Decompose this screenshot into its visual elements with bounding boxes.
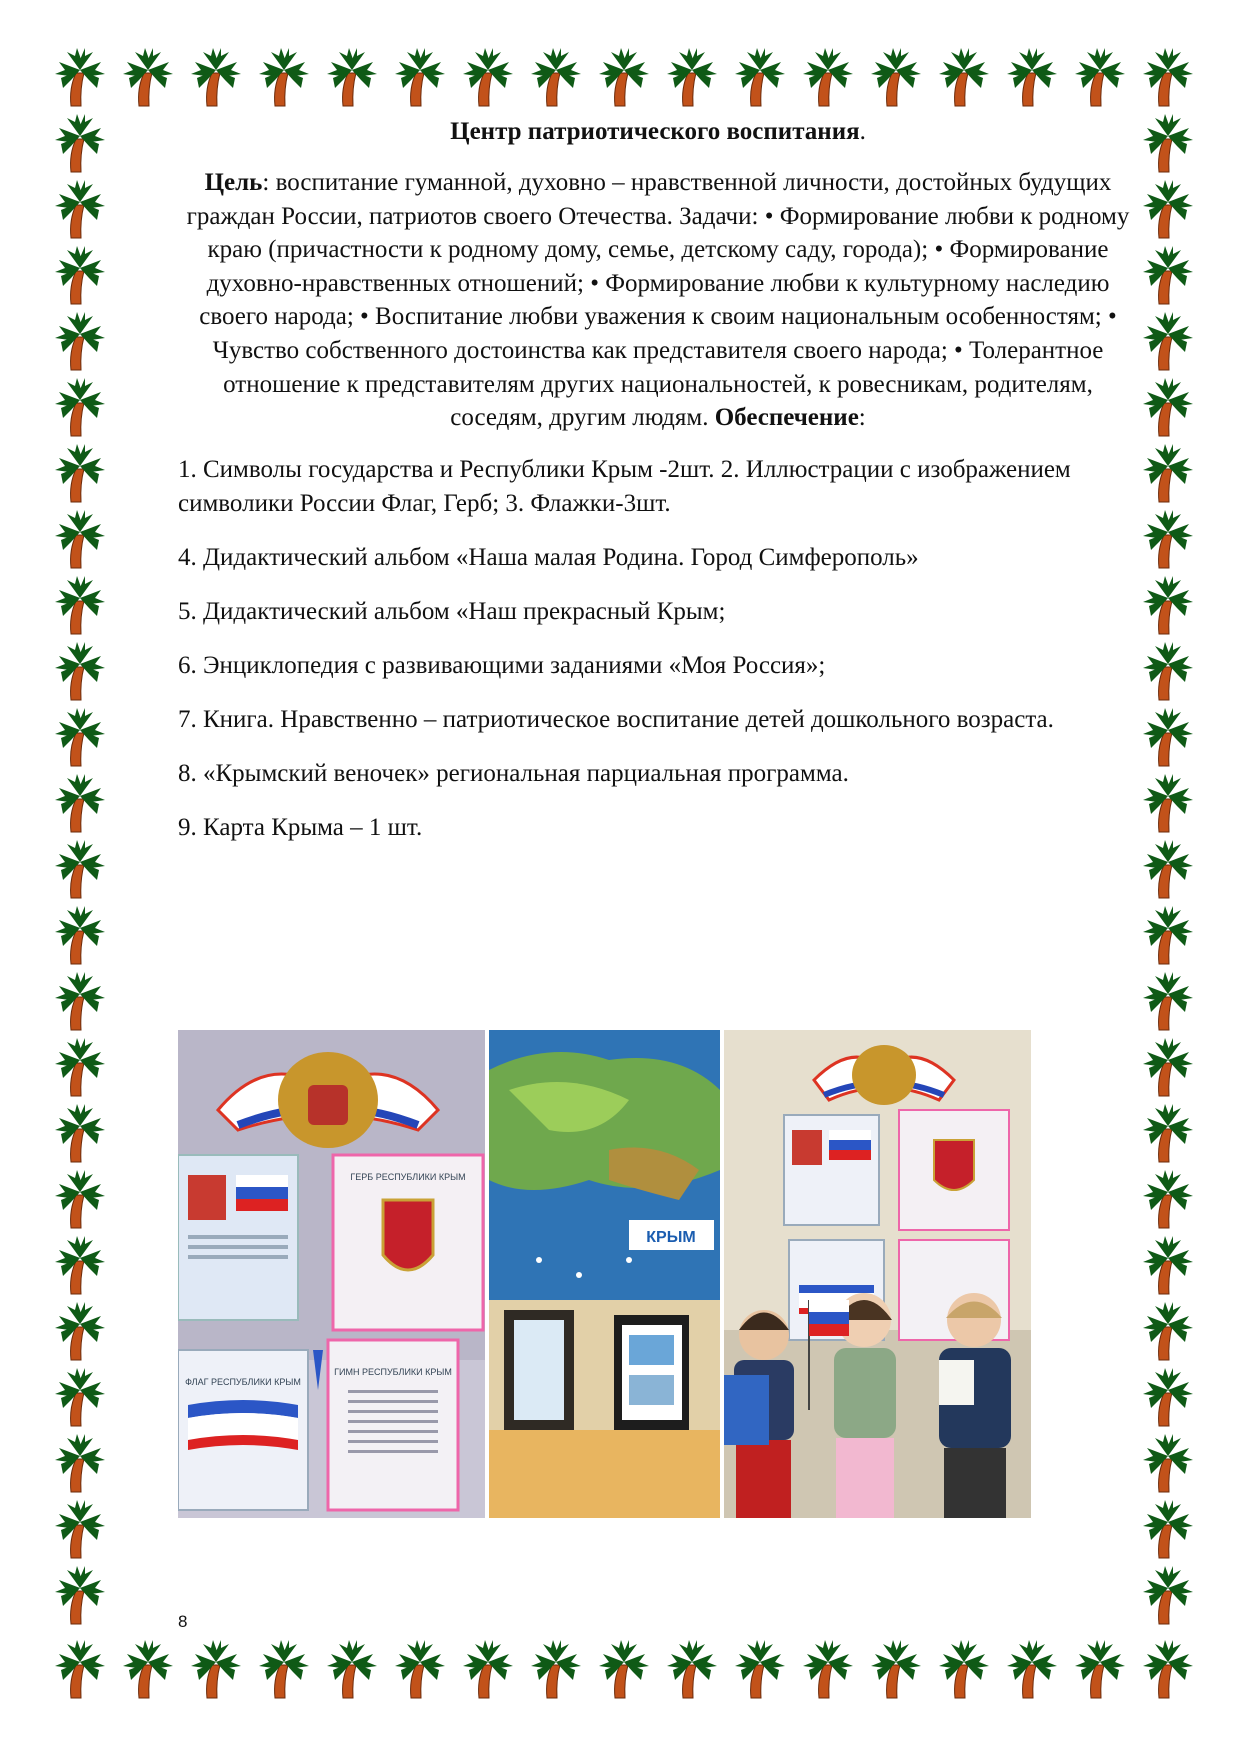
- palm-tree-icon: [667, 48, 717, 106]
- palm-tree-icon: [1143, 1236, 1193, 1294]
- poster-anthem-title: ГИМН РЕСПУБЛИКИ КРЫМ: [334, 1367, 452, 1377]
- palm-tree-icon: [395, 48, 445, 106]
- palm-tree-icon: [123, 48, 173, 106]
- palm-tree-icon: [1143, 1640, 1193, 1698]
- palm-tree-icon: [1143, 840, 1193, 898]
- palm-tree-icon: [599, 1640, 649, 1698]
- list-item: 1. Символы государства и Республики Крым -2шт. 2. Иллюстрации с изображением символики России Флаг, Герб; 3. Флажки-3шт.: [178, 455, 1071, 517]
- palm-tree-icon: [55, 312, 105, 370]
- palm-tree-icon: [667, 1640, 717, 1698]
- palm-tree-icon: [1143, 1038, 1193, 1096]
- palm-tree-icon: [55, 180, 105, 238]
- palm-tree-icon: [1143, 48, 1193, 106]
- palm-tree-icon: [55, 1368, 105, 1426]
- palm-tree-icon: [55, 774, 105, 832]
- palm-tree-icon: [803, 1640, 853, 1698]
- page-title: [178, 118, 1138, 146]
- document-body: [178, 118, 1138, 865]
- provision-label: Обеспечение: [714, 404, 859, 432]
- palm-tree-icon: [259, 1640, 309, 1698]
- palm-tree-icon: [939, 1640, 989, 1698]
- list-item: 9. Карта Крыма – 1 шт.: [178, 813, 423, 841]
- palm-tree-icon: [1143, 1500, 1193, 1558]
- palm-tree-icon: [531, 1640, 581, 1698]
- palm-tree-icon: [55, 1038, 105, 1096]
- palm-tree-icon: [939, 48, 989, 106]
- list-item: 4. Дидактический альбом «Наша малая Родина. Город Симферополь»: [178, 543, 919, 571]
- palm-tree-icon: [1143, 312, 1193, 370]
- goal-label: Цель: [204, 169, 263, 196]
- palm-tree-icon: [463, 48, 513, 106]
- palm-tree-icon: [1143, 1302, 1193, 1360]
- palm-tree-icon: [55, 576, 105, 634]
- list-item: 8. «Крымский веночек» региональная парциальная программа.: [178, 759, 849, 787]
- palm-tree-icon: [735, 48, 785, 106]
- palm-tree-icon: [1075, 48, 1125, 106]
- palm-tree-icon: [1143, 378, 1193, 436]
- goal-text: : воспитание гуманной, духовно – нравственной личности, достойных будущих граждан России, патриотов своего Отечества. Задачи: • Формирование любви к родному краю (причастности к родному дому, семье, детскому саду, города); • Формирование духовно-нравственных отношений; • Формирование любви к культурному наследию своего народа; • Воспитание любви уважения к своим национальным особенностям; • Чувство собственного достоинства как представителя своего народа; • Толерантное отношение к представителям других национальностей, к ровесникам, родителям, соседям, другим людям.: [186, 169, 1130, 432]
- photo-children-with-flags: [724, 1030, 1031, 1518]
- palm-tree-icon: [259, 48, 309, 106]
- poster-coat-of-arms-title: ГЕРБ РЕСПУБЛИКИ КРЫМ: [350, 1172, 466, 1182]
- goal-paragraph: [178, 166, 1138, 435]
- palm-tree-icon: [1143, 1170, 1193, 1228]
- palm-tree-icon: [395, 1640, 445, 1698]
- palm-tree-icon: [1007, 48, 1057, 106]
- palm-tree-icon: [735, 1640, 785, 1698]
- palm-tree-icon: [1143, 180, 1193, 238]
- palm-tree-icon: [531, 48, 581, 106]
- palm-tree-icon: [55, 906, 105, 964]
- palm-tree-icon: [327, 1640, 377, 1698]
- palm-tree-icon: [55, 114, 105, 172]
- palm-tree-icon: [871, 1640, 921, 1698]
- page-title-text: Центр патриотического воспитания: [450, 118, 860, 145]
- palm-tree-icon: [55, 1640, 105, 1698]
- palm-tree-icon: [191, 48, 241, 106]
- palm-tree-icon: [1007, 1640, 1057, 1698]
- provision-suffix: :: [858, 404, 866, 432]
- palm-tree-icon: [55, 708, 105, 766]
- palm-tree-icon: [803, 48, 853, 106]
- list-item: 7. Книга. Нравственно – патриотическое воспитание детей дошкольного возраста.: [178, 705, 1054, 733]
- palm-tree-icon: [1075, 1640, 1125, 1698]
- palm-tree-icon: [1143, 246, 1193, 304]
- palm-tree-icon: [55, 510, 105, 568]
- palm-tree-icon: [55, 642, 105, 700]
- palm-tree-icon: [1143, 576, 1193, 634]
- map-sign-text: КРЫМ: [646, 1229, 696, 1246]
- palm-tree-icon: [1143, 906, 1193, 964]
- poster-flag-title: ФЛАГ РЕСПУБЛИКИ КРЫМ: [185, 1377, 301, 1387]
- palm-tree-icon: [1143, 642, 1193, 700]
- palm-tree-icon: [55, 972, 105, 1030]
- palm-tree-icon: [599, 48, 649, 106]
- page-number: 8: [178, 1612, 188, 1631]
- palm-tree-icon: [55, 444, 105, 502]
- palm-tree-icon: [55, 1302, 105, 1360]
- palm-tree-icon: [1143, 1434, 1193, 1492]
- palm-tree-icon: [55, 1434, 105, 1492]
- palm-tree-icon: [1143, 972, 1193, 1030]
- palm-tree-icon: [191, 1640, 241, 1698]
- palm-tree-icon: [55, 1566, 105, 1624]
- palm-tree-icon: [1143, 774, 1193, 832]
- list-item: 5. Дидактический альбом «Наш прекрасный Крым;: [178, 597, 726, 625]
- palm-tree-icon: [1143, 708, 1193, 766]
- palm-tree-icon: [1143, 1368, 1193, 1426]
- palm-tree-icon: [1143, 1104, 1193, 1162]
- photo-crimea-map: [489, 1030, 720, 1518]
- palm-tree-icon: [55, 48, 105, 106]
- photo-state-symbols: [178, 1030, 485, 1518]
- page-title-suffix: .: [859, 118, 866, 145]
- palm-tree-icon: [463, 1640, 513, 1698]
- list-item: 6. Энциклопедия с развивающими заданиями «Моя Россия»;: [178, 651, 826, 679]
- palm-tree-icon: [55, 840, 105, 898]
- palm-tree-icon: [871, 48, 921, 106]
- palm-tree-icon: [55, 246, 105, 304]
- palm-tree-icon: [55, 378, 105, 436]
- palm-tree-icon: [1143, 510, 1193, 568]
- palm-tree-icon: [1143, 444, 1193, 502]
- palm-tree-icon: [327, 48, 377, 106]
- palm-tree-icon: [55, 1500, 105, 1558]
- palm-tree-icon: [55, 1236, 105, 1294]
- palm-tree-icon: [123, 1640, 173, 1698]
- palm-tree-icon: [1143, 1566, 1193, 1624]
- palm-tree-icon: [55, 1170, 105, 1228]
- palm-tree-icon: [55, 1104, 105, 1162]
- palm-tree-icon: [1143, 114, 1193, 172]
- provision-list: [178, 453, 1138, 845]
